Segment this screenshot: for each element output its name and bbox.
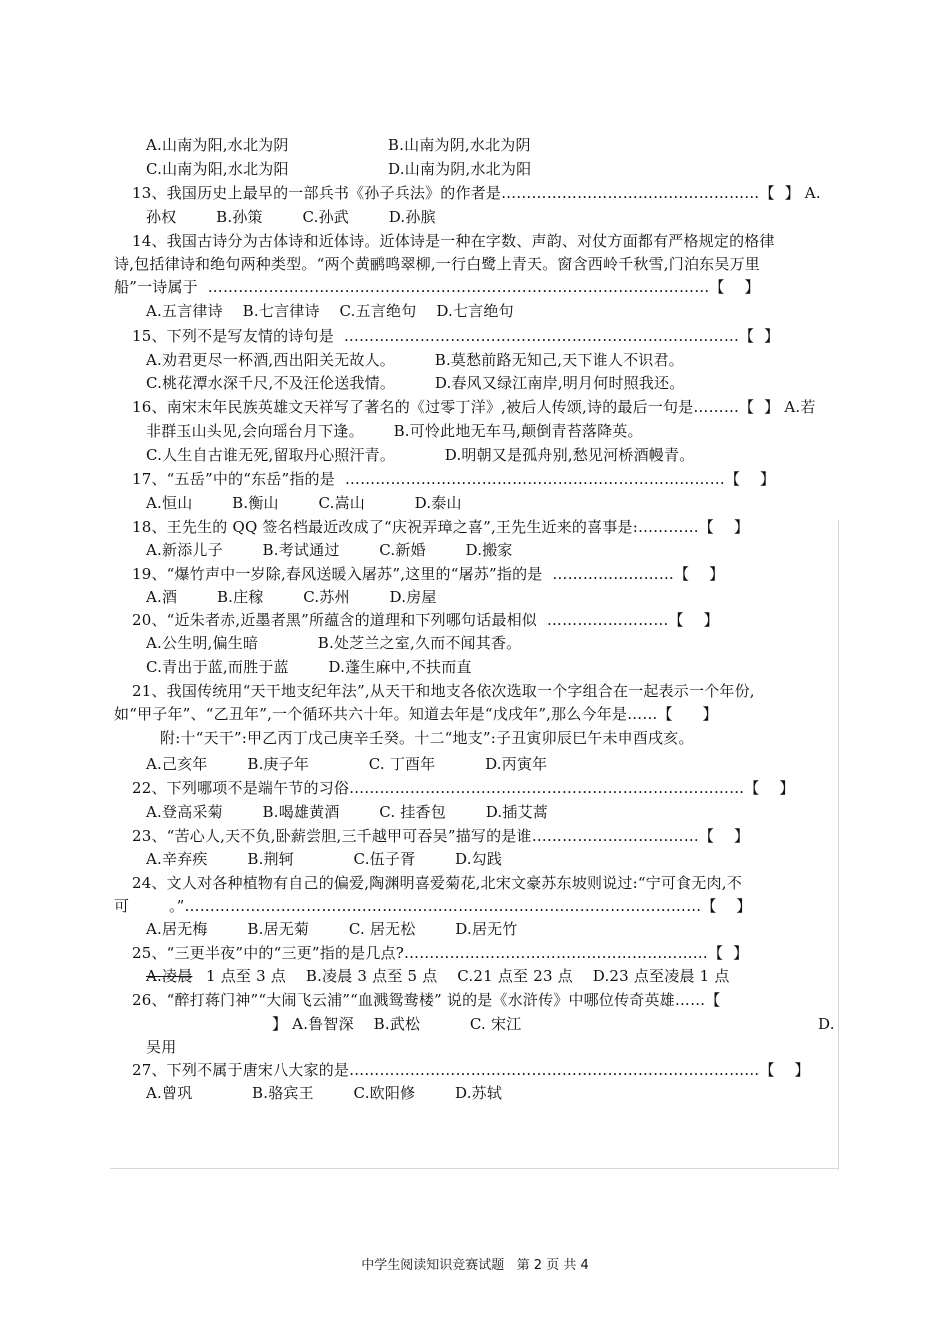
q13-options: 孙权 B.孙策 C.孙武 D.孙膑 [146, 208, 436, 226]
q12-options-cd: C.山南为阳,水北为阳 D.山南为阴,水北为阳 [146, 160, 532, 178]
q26-option-d-text: 吴用 [146, 1038, 177, 1056]
q23-question: 23、“苦心人,天不负,卧薪尝胆,三千越甲可吞吴”描写的是谁……………………………【 】 [132, 827, 750, 845]
q21-question-line2: 如“甲子年”、“乙丑年”,一个循环共六十年。知道去年是“戊戌年”,那么今年是……【 】 [114, 705, 718, 723]
q22-options: A.登高采菊 B.喝雄黄酒 C. 挂香包 D.插艾蒿 [146, 803, 548, 821]
q27-question: 27、下列不属于唐宋八大家的是………………………………………………………………………【 】 [132, 1061, 810, 1079]
q15-options-ab: A.劝君更尽一杯酒,西出阳关无故人。 B.莫愁前路无知己,天下谁人不识君。 [146, 351, 684, 369]
q20-question: 20、“近朱者赤,近墨者黑”所蕴含的道理和下列哪句话最相似 ……………………【 】 [132, 611, 719, 629]
frame-bottom-border [110, 1168, 839, 1169]
q16-options-ab: 非群玉山头见,会向瑶台月下逢。 B.可怜此地无车马,颠倒青苔落降英。 [146, 422, 643, 440]
q24-question-line1: 24、文人对各种植物有自己的偏爱,陶渊明喜爱菊花,北宋文豪苏东坡则说过:“宁可食无肉,不 [132, 874, 742, 892]
q25-options: 1 点至 3 点 B.凌晨 3 点至 5 点 C.21 点至 23 点 D.23 点至凌晨 1 点 [206, 967, 730, 985]
q12-options-ab: A.山南为阳,水北为阴 B.山南为阴,水北为阴 [146, 136, 531, 154]
q25-question: 25、“三更半夜”中的“三更”指的是几点?……………………………………………………【 】 [132, 944, 749, 962]
q18-options: A.新添儿子 B.考试通过 C.新婚 D.搬家 [146, 541, 513, 559]
q21-appendix: 附:十“天干”:甲乙丙丁戊己庚辛壬癸。十二“地支”:子丑寅卯辰巳午未申酉戌亥。 [160, 729, 694, 747]
q16-options-cd: C.人生自古谁无死,留取丹心照汗青。 D.明朝又是孤舟别,愁见河桥酒幔青。 [146, 446, 695, 464]
q21-question-line1: 21、我国传统用“天干地支纪年法”,从天干和地支各依次选取一个字组合在一起表示一个年份, [132, 682, 755, 700]
q15-question: 15、下列不是写友情的诗句是 ……………………………………………………………………【 】 [132, 327, 780, 345]
q27-options: A.曾巩 B.骆宾王 C.欧阳修 D.苏轼 [146, 1084, 503, 1102]
q26-option-d-label: D. [818, 1015, 835, 1033]
q25-option-a-struck: A.凌晨 [146, 967, 193, 985]
frame-right-border [838, 520, 839, 1170]
q19-question: 19、“爆竹声中一岁除,春风送暖入屠苏”,这里的“屠苏”指的是 ……………………【 】 [132, 565, 725, 583]
q22-question: 22、下列哪项不是端午节的习俗……………………………………………………………………【 】 [132, 779, 795, 797]
q14-question-line2: 诗,包括律诗和绝句两种类型。“两个黄鹂鸣翠柳,一行白鹭上青天。窗含西岭千秋雪,门泊东吴万里 [114, 255, 760, 273]
page-footer: 中学生阅读知识竞赛试题 第 2 页 共 4 [361, 1258, 589, 1273]
q26-options-abc: 】 A.鲁智深 B.武松 C. 宋江 [272, 1015, 522, 1033]
q15-options-cd: C.桃花潭水深千尺,不及汪伦送我情。 D.春风又绿江南岸,明月何时照我还。 [146, 374, 685, 392]
q18-question: 18、王先生的 QQ 签名档最近改成了“庆祝弄璋之喜”,王先生近来的喜事是:…………【 】 [132, 518, 750, 536]
q17-options: A.恒山 B.衡山 C.嵩山 D.泰山 [146, 494, 462, 512]
q24-question-line2: 可 。”…………………………………………………………………………………………【 】 [114, 897, 752, 915]
q14-question-line1: 14、我国古诗分为古体诗和近体诗。近体诗是一种在字数、声韵、对仗方面都有严格规定的格律 [132, 232, 775, 250]
q21-options: A.己亥年 B.庚子年 C. 丁酉年 D.丙寅年 [146, 755, 548, 773]
q23-options: A.辛弃疾 B.荆轲 C.伍子胥 D.勾践 [146, 850, 503, 868]
q14-question-line3: 船”一诗属于 ………………………………………………………………………………………【 】 [114, 278, 760, 296]
q19-options: A.酒 B.庄稼 C.苏州 D.房屋 [146, 588, 437, 606]
q20-options-cd: C.青出于蓝,而胜于蓝 D.蓬生麻中,不扶而直 [146, 658, 472, 676]
q13-question: 13、我国历史上最早的一部兵书《孙子兵法》的作者是……………………………………………【 】 A. [132, 184, 821, 202]
q26-question: 26、“醉打蒋门神”“大闹飞云浦”“血溅鸳鸯楼” 说的是《水浒传》中哪位传奇英雄……【 [132, 991, 721, 1009]
q14-options: A.五言律诗 B.七言律诗 C.五言绝句 D.七言绝句 [146, 302, 514, 320]
q16-question: 16、南宋末年民族英雄文天祥写了著名的《过零丁洋》,被后人传颂,诗的最后一句是………【 】 A.若 [132, 398, 816, 416]
q20-options-ab: A.公生明,偏生暗 B.处芝兰之室,久而不闻其香。 [146, 634, 522, 652]
q24-options: A.居无梅 B.居无菊 C. 居无松 D.居无竹 [146, 920, 518, 938]
q17-question: 17、“五岳”中的“东岳”指的是 …………………………………………………………………【 】 [132, 470, 776, 488]
